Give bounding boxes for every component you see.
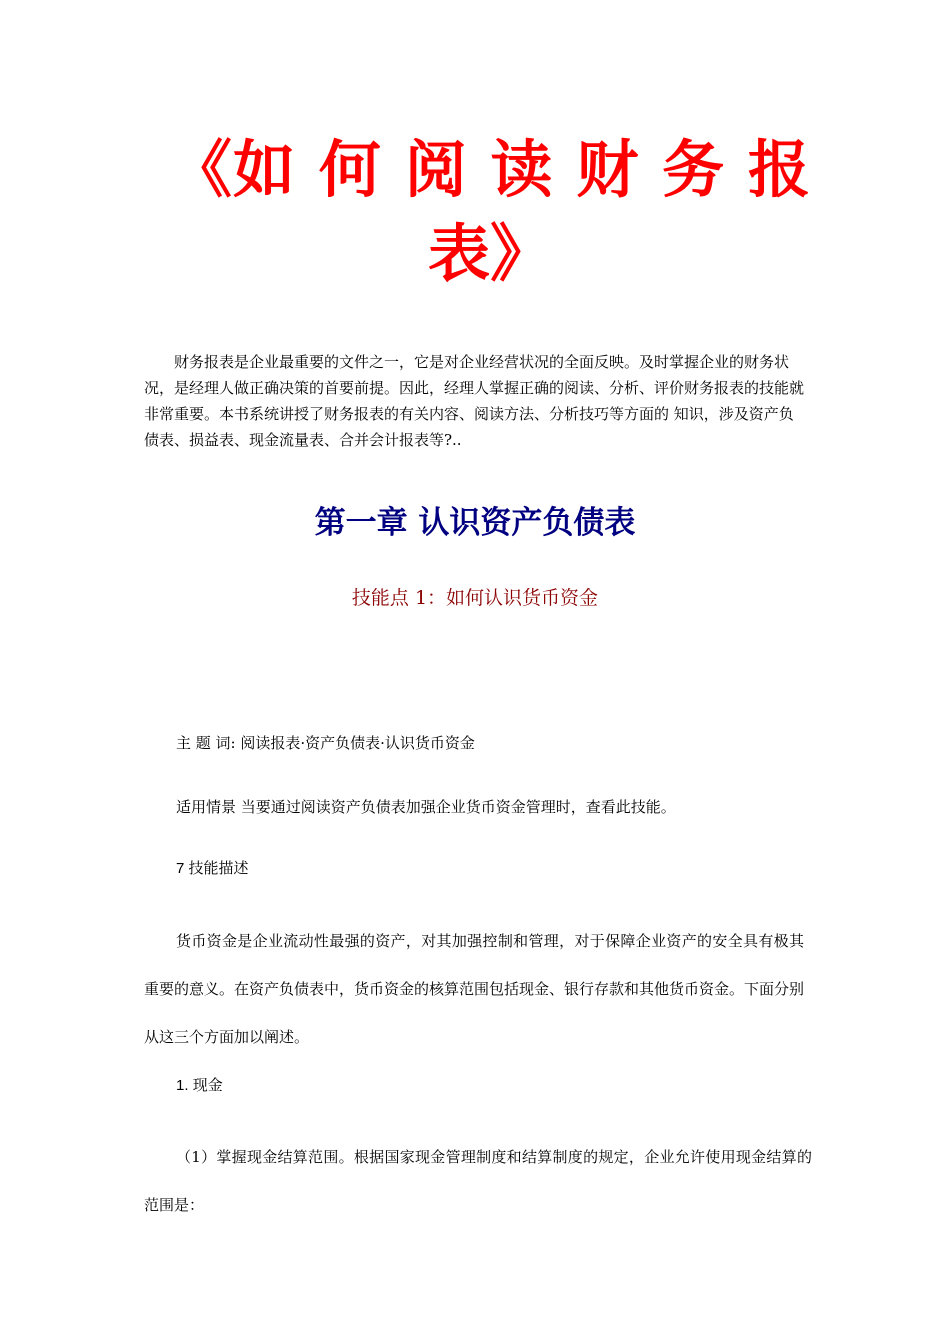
document-title-line-1: 《如 何 阅 读 财 务 报 [170,133,810,206]
skill-description-heading: 7 技能描述 [176,860,249,877]
chapter-heading: 第一章 认识资产负债表 [314,505,636,541]
keywords-line: 主 题 词: 阅读报表·资产负债表·认识货币资金 [176,734,475,752]
document-title [170,128,810,296]
body-paragraph: 货币资金是企业流动性最强的资产，对其加强控制和管理，对于保障企业资产的安全具有极其重要的意义。在资产负债表中，货币资金的核算范围包括现金、银行存款和其他货币资金。下面分别从这三个方面加以阐述。 [144,932,805,1046]
usage-scenario-line: 适用情景 当要通过阅读资产负债表加强企业货币资金管理时，查看此技能。 [176,798,676,816]
section-number: 1. [176,1077,193,1094]
body-paragraph: （1）掌握现金结算范围。根据国家现金管理制度和结算制度的规定，企业允许使用现金结算的范围是： [144,1148,812,1214]
intro-paragraph: 财务报表是企业最重要的文件之一，它是对企业经营状况的全面反映。及时掌握企业的财务状况，是经理人做正确决策的首要前提。因此，经理人掌握正确的阅读、分析、评价财务报表的技能就非常重要。本书系统讲授了财务报表的有关内容、阅读方法、分析技巧等方面的 知识，涉及资产负债表、损益表、现金流量表、合并会计报表等?.. [144,353,805,449]
section-heading-cash [176,1073,223,1098]
skill-point-heading: 技能点 1：如何认识货币资金 [351,587,599,609]
section-title: 现金 [192,1076,223,1094]
document-title-line-2: 表》 [427,217,552,290]
